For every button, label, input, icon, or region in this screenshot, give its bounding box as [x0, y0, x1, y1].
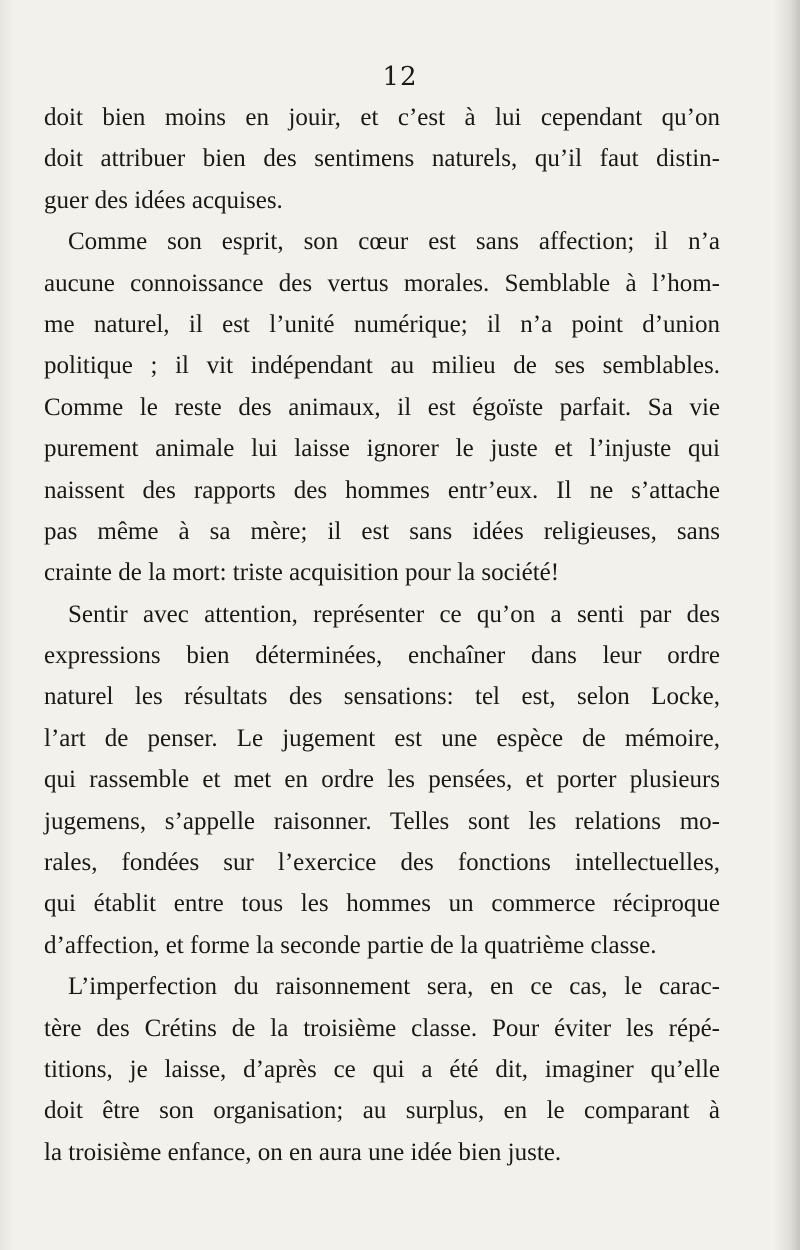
text-line: rales, fondées sur l’exercice des fonctions intellectuelles,: [44, 849, 720, 877]
text-line: pas même à sa mère; il est sans idées religieuses, sans: [44, 517, 720, 545]
text-line: Comme le reste des animaux, il est égoïste parfait. Sa vie: [44, 393, 720, 421]
text-line: l’art de penser. Le jugement est une espèce de mémoire,: [44, 724, 720, 752]
text-line: crainte de la mort: triste acquisition pour la société!: [44, 559, 560, 587]
text-line: guer des idées acquises.: [44, 186, 283, 214]
text-line: titions, je laisse, d’après ce qui a été dit, imaginer qu’elle: [44, 1055, 720, 1083]
text-line: naissent des rapports des hommes entr’eux. Il ne s’attache: [44, 476, 720, 504]
text-line: me naturel, il est l’unité numérique; il n’a point d’union: [44, 310, 720, 338]
text-line: qui rassemble et met en ordre les pensées, et porter plusieurs: [44, 766, 720, 794]
text-line: politique ; il vit indépendant au milieu de ses semblables.: [44, 352, 720, 380]
text-line: doit attribuer bien des sentimens naturels, qu’il faut distin-: [44, 145, 720, 173]
text-line: doit être son organisation; au surplus, en le comparant à: [44, 1097, 720, 1125]
text-line: expressions bien déterminées, enchaîner dans leur ordre: [44, 642, 720, 670]
text-line: jugemens, s’appelle raisonner. Telles sont les relations mo-: [44, 807, 720, 835]
text-line: la troisième enfance, on en aura une idée bien juste.: [44, 1138, 562, 1166]
page-right-shadow: [774, 0, 800, 1250]
page-left-shadow: [0, 0, 14, 1250]
text-line: Sentir avec attention, représenter ce qu’on a senti par des: [68, 600, 720, 628]
text-line: qui établit entre tous les hommes un commerce réciproque: [44, 890, 720, 918]
text-line: doit bien moins en jouir, et c’est à lui cependant qu’on: [44, 104, 720, 131]
body-text: [44, 97, 720, 1173]
text-line: aucune connoissance des vertus morales. Semblable à l’hom-: [44, 269, 720, 297]
text-line: L’imperfection du raisonnement sera, en ce cas, le carac-: [68, 973, 720, 1001]
text-line: tère des Crétins de la troisième classe. Pour éviter les répé-: [44, 1014, 720, 1042]
text-line: Comme son esprit, son cœur est sans affection; il n’a: [68, 228, 720, 256]
text-line: naturel les résultats des sensations: tel est, selon Locke,: [44, 683, 720, 711]
text-line: d’affection, et forme la seconde partie de la quatrième classe.: [44, 931, 657, 959]
page-number: 12: [382, 62, 418, 92]
text-line: purement animale lui laisse ignorer le juste et l’injuste qui: [44, 435, 720, 463]
